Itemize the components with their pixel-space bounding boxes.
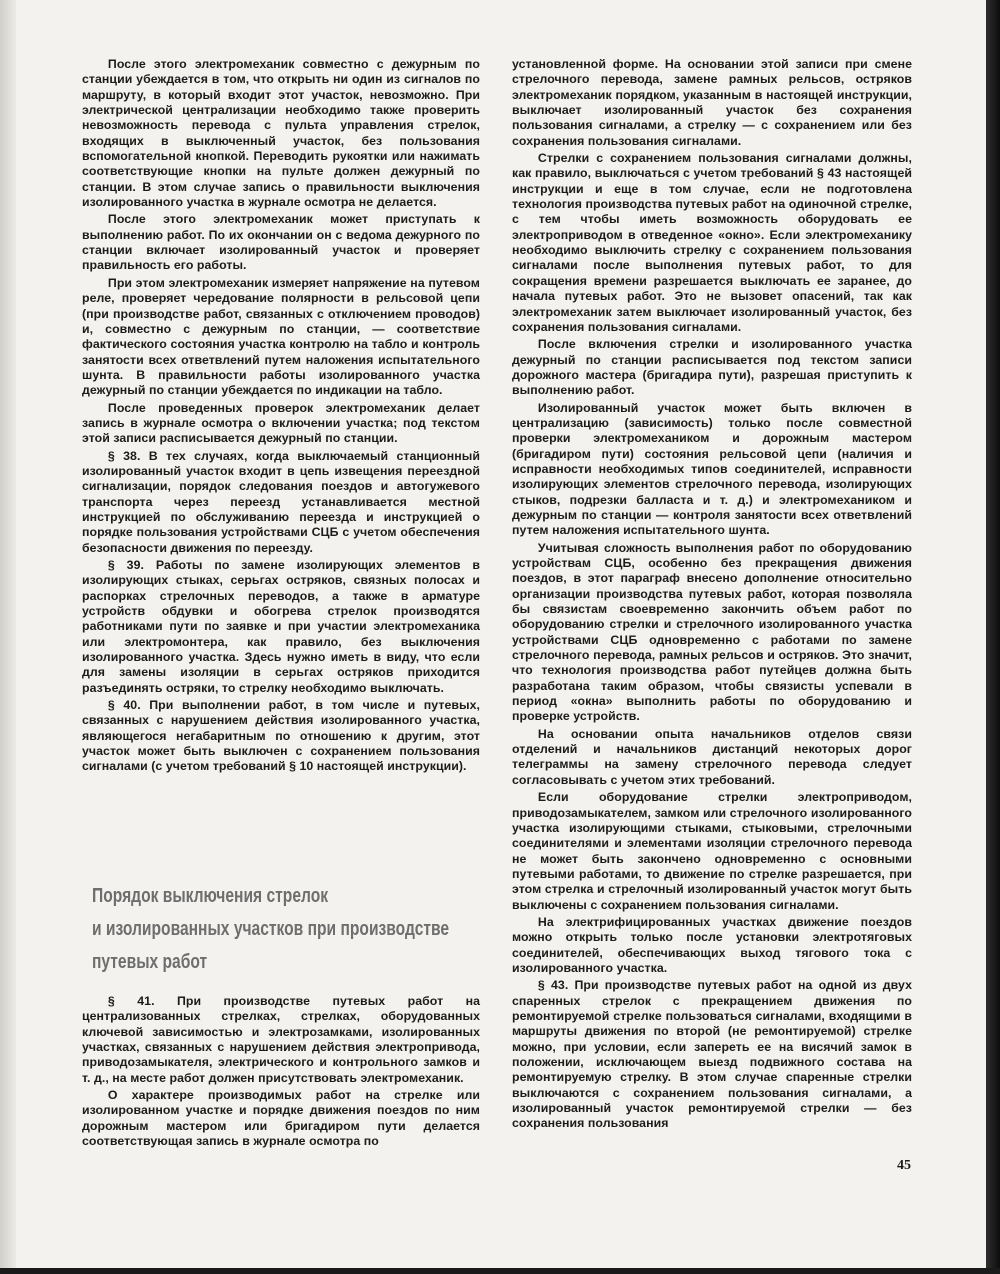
paragraph: О характере производимых работ на стрелке или изолированном участке и порядке движения поездов по ним дорожным мастером или бригадиром пути делается соответствующая запись в журнале осмотра по bbox=[82, 1088, 480, 1149]
paragraph-section-40: § 40. При выполнении работ, в том числе и путевых, связанных с нарушением действия изолированного участка, являющегося негабаритным по отношению к другим, этот участок может быть выключен с сохранением пользования сигналами (с учетом требований § 10 настоящей инструкции). bbox=[82, 698, 480, 774]
paragraph: После включения стрелки и изолированного участка дежурный по станции расписывается под текстом записи дорожного мастера (бригадира пути), разрешая приступить к выполнению работ. bbox=[512, 337, 912, 398]
paragraph: После этого электромеханик может приступать к выполнению работ. По их окончании он с ведома дежурного по станции включает изолированный участок и проверяет правильность его работы. bbox=[82, 212, 480, 273]
heading-line: Порядок выключения стрелок bbox=[92, 885, 329, 907]
right-column bbox=[512, 57, 912, 1134]
paragraph: Учитывая сложность выполнения работ по оборудованию устройствам СЦБ, особенно без прекращения движения поездов, в этот параграф внесено дополнение относительно организации производства путевых работ, которая позволяла бы связистам своевременно закончить объем работ по оборудованию стрелки и стрелочного изолированного участка устройствами СЦБ одновременно с работами по замене стрелочного перевода, рамных рельсов и остряков. Это значит, что технология производства работ путейцев должна быть разработана таким образом, чтобы связисты успевали в период «окна» выполнить работы по оборудованию и проверке устройств. bbox=[512, 540, 912, 724]
paragraph: Если оборудование стрелки электроприводом, приводозамыкателем, замком или стрелочного изолированного участка изолирующими стыками, стыковыми, стрелочными соединителями и элементами изоляции стрелочного перевода не может быть закончено одновременно с основными путевыми работами, то движение по стрелке разрешается, при этом стрелка и стрелочный изолированный участок могут быть выключены с сохранением пользования сигналами. bbox=[512, 790, 912, 912]
paragraph-section-41: § 41. При производстве путевых работ на централизованных стрелках, стрелках, оборудованных ключевой зависимостью и электрозамками, изолированных участках, связанных с нарушением действия электропривода, приводозамыкателя, электрического и контрольного замков и т. д., на месте работ должен присутствовать электромеханик. bbox=[82, 994, 480, 1085]
paragraph-section-39: § 39. Работы по замене изолирующих элементов в изолирующих стыках, серьгах остряков, связных полосах и распорках стрелочных переводов, а также в арматуре устройств обдувки и обогрева стрелок производятся работниками пути по заявке и при участии электромеханика или электромонтера, как правило, без выключения изолированного участка. Здесь нужно иметь в виду, что если для замены изоляции в серьгах остряков приходится разъединять остряки, то стрелку необходимо выключать. bbox=[82, 558, 480, 695]
page-binding-shadow bbox=[0, 0, 16, 1274]
left-column-lower bbox=[82, 994, 480, 1151]
paragraph-section-38: § 38. В тех случаях, когда выключаемый станционный изолированный участок входит в цепь извещения переездной сигнализации, порядок следования поездов и автогужевого транспорта через переезд устанавливается местной инструкцией по обслуживанию переезда и инструкцией о порядке пользования устройствами СЦБ с учетом обеспечения безопасности движения по переезду. bbox=[82, 448, 480, 555]
paragraph: Стрелки с сохранением пользования сигналами должны, как правило, выключаться с учетом требований § 43 настоящей инструкции и еще в том случае, если не подготовлена технология производства путевых работ на одиночной стрелке, с тем чтобы иметь возможность оборудовать ее электроприводом в отведенное «окно». Если электромеханику необходимо выключить стрелку с сохранением пользования сигналами после выполнения путевых работ, то для сокращения времени разрешается выключать ее заранее, до начала путевых работ. Это не вызовет опасений, так как электромеханик затем выключает изолированный участок, без сохранения пользования сигналами. bbox=[512, 151, 912, 334]
paragraph: Изолированный участок может быть включен в централизацию (зависимость) только после совместной проверки электромехаником и дорожным мастером (бригадиром пути) состояния рельсовой цепи (наличия и исправности необходимых типов соединителей, исправности изолирующих элементов стрелочного перевода, изолирующих стыков, подрезки балласта и т. д.) и электромехаником и дежурным по станции — контроля занятости всех ответвлений путем наложения испытательного шунта. bbox=[512, 400, 912, 538]
paragraph: На электрифицированных участках движение поездов можно открыть только после установки электротяговых соединителей, обеспечивающих выход тягового тока с изолированного участка. bbox=[512, 914, 912, 975]
heading-line: и изолированных участков при производстве bbox=[92, 918, 450, 940]
paragraph: После проведенных проверок электромеханик делает запись в журнале осмотра о включении участка; под текстом этой записи расписывается дежурный по станции. bbox=[82, 400, 480, 446]
page-edge-bottom bbox=[0, 1268, 1000, 1274]
paragraph: На основании опыта начальников отделов связи отделений и начальников дистанций некоторых дорог телеграммы на замену стрелочного перевода следует согласовывать с учетом этих требований. bbox=[512, 726, 912, 787]
page-number: 45 bbox=[897, 1158, 911, 1173]
paragraph: установленной форме. На основании этой записи при смене стрелочного перевода, замене рамных рельсов, остряков электромеханик порядком, указанным в настоящей инструкции, выключает изолированный участок без сохранения пользования сигналами, а стрелку — с сохранением или без сохранения пользования сигналами. bbox=[512, 57, 912, 148]
paragraph-section-43: § 43. При производстве путевых работ на одной из двух спаренных стрелок с прекращением движения по ремонтируемой стрелке пользоваться сигналами, входящими в маршруты движения по второй (не ремонтируемой) стрелке можно, при условии, если запереть ее на висячий замок в положении, исключающем выезд подвижного состава на ремонтируемую стрелку. В этом случае спаренные стрелки выключаются с сохранением пользования сигналами, а изолированный участок ремонтируемой стрелки — без сохранения пользования bbox=[512, 978, 912, 1131]
paragraph: При этом электромеханик измеряет напряжение на путевом реле, проверяет чередование полярности в рельсовой цепи (при производстве работ, связанных с отключением проводов) и, совместно с дежурным по станции, — соответствие фактического состояния участка контролю на табло и контроль занятости всех ответвлений путем наложения испытательного шунта. В правильности работы изолированного участка дежурный по станции убеждается по индикации на табло. bbox=[82, 275, 480, 398]
page-edge-right bbox=[986, 0, 1000, 1274]
heading-line: путевых работ bbox=[92, 951, 208, 973]
left-column-upper bbox=[82, 57, 480, 777]
paragraph: После этого электромеханик совместно с дежурным по станции убеждается в том, что открыть ни один из сигналов по маршруту, в который входит этот участок, невозможно. При электрической централизации необходимо также проверить невозможность перевода с пульта управления стрелок, входящих в выключенный участок, без пользования вспомогательной кнопкой. Переводить рукоятки или нажимать соответствующие кнопки на пульте должен дежурный по станции. В этом случае запись о правильности выключения изолированного участка в журнале осмотра не делается. bbox=[82, 57, 480, 210]
section-heading bbox=[92, 880, 482, 979]
